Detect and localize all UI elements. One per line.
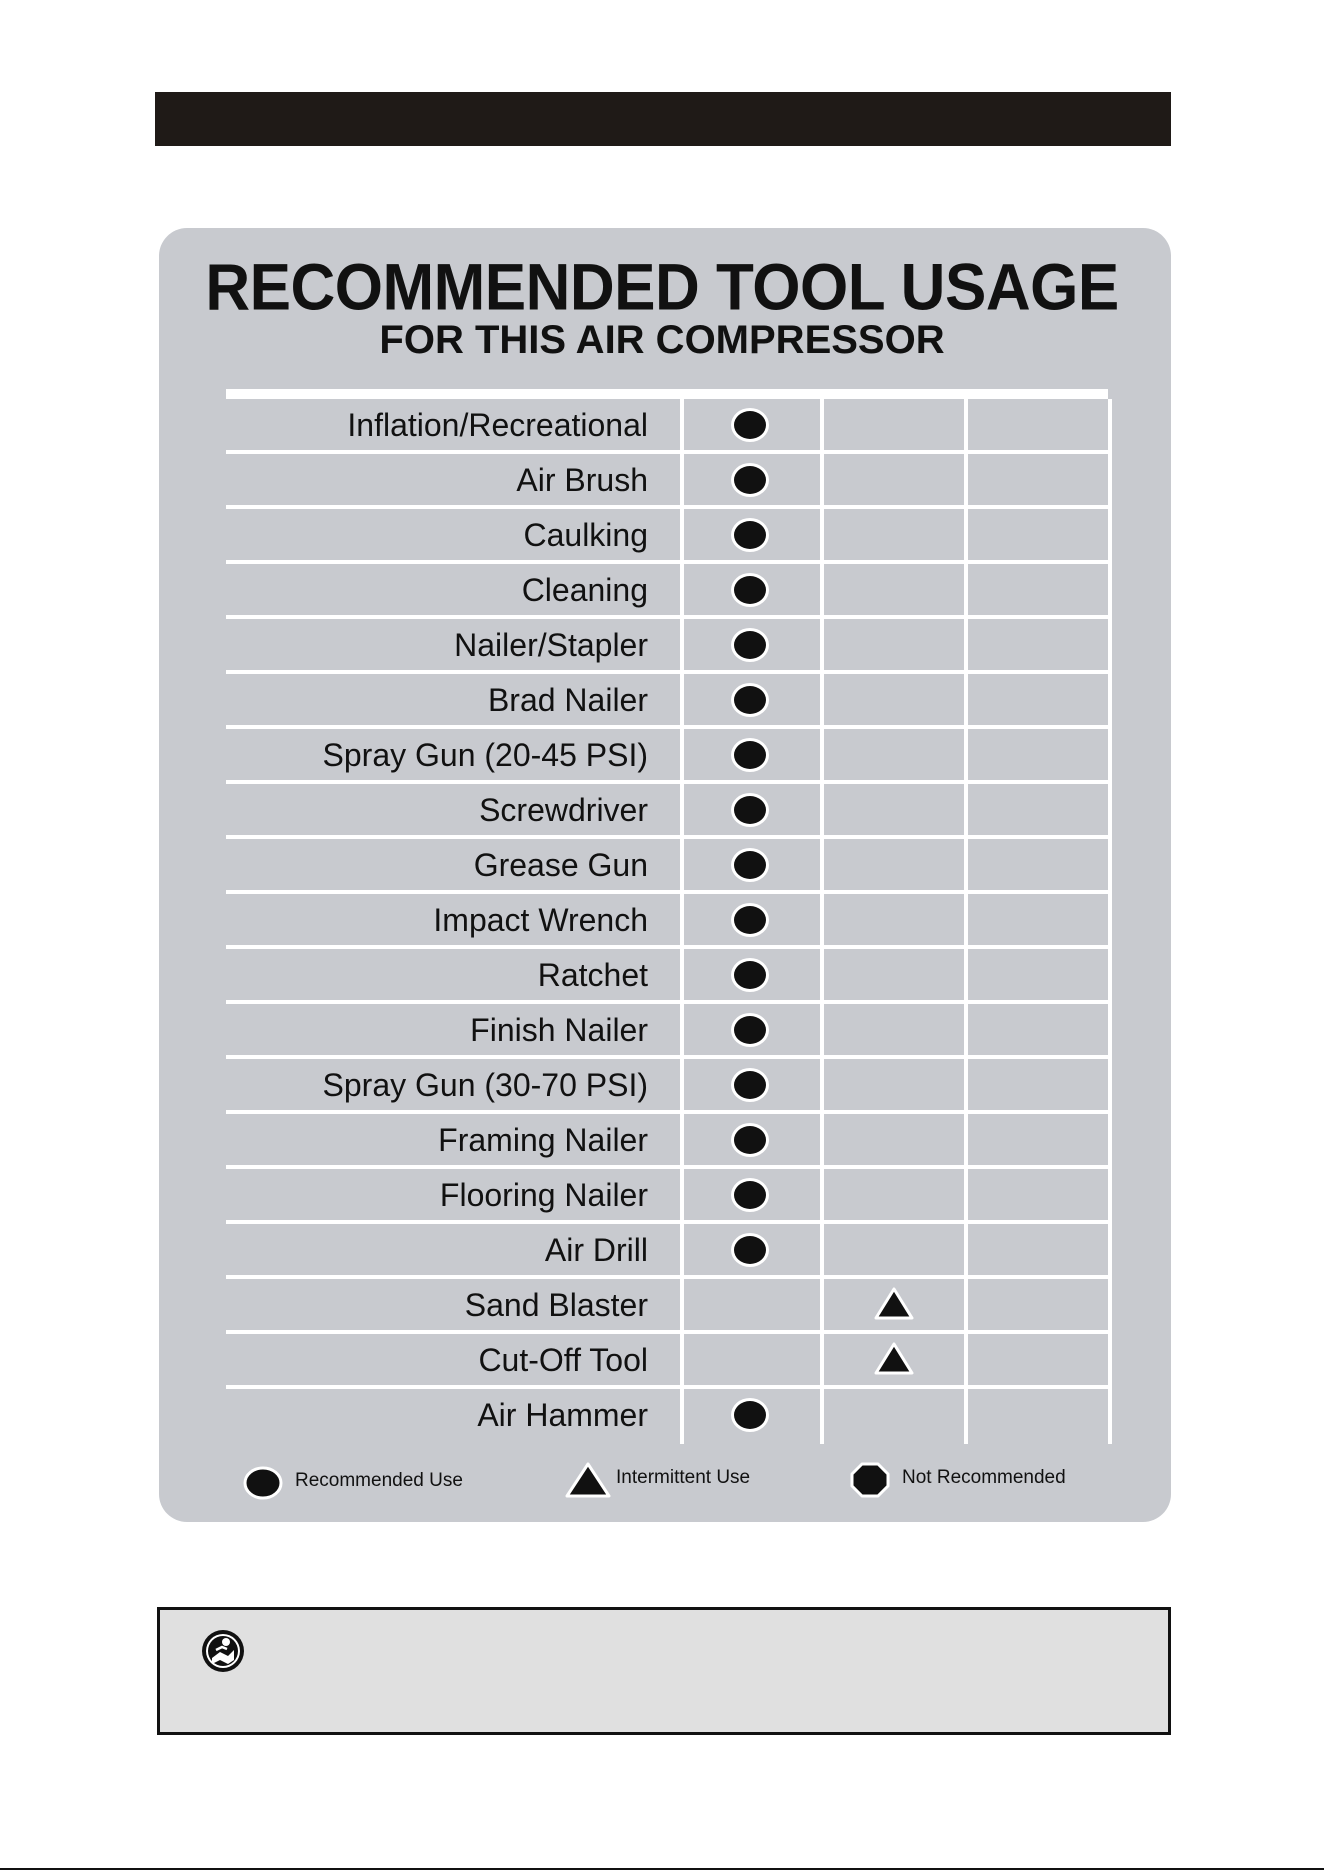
tool-name: Framing Nailer (438, 1122, 648, 1158)
usage-cell (968, 1114, 1108, 1165)
filled-circle-icon (241, 1463, 285, 1503)
tool-name: Air Brush (516, 462, 648, 498)
manual-reader-icon (200, 1628, 246, 1674)
usage-cell (968, 1334, 1108, 1385)
table-row (226, 619, 1112, 674)
usage-cell (680, 729, 820, 780)
usage-cell (968, 729, 1108, 780)
usage-cell (680, 949, 820, 1000)
table-row (226, 839, 1112, 894)
usage-cell (824, 509, 964, 560)
usage-cell (968, 1279, 1108, 1330)
tool-name: Air Hammer (477, 1397, 648, 1433)
tool-name: Caulking (523, 517, 648, 553)
usage-cell (824, 564, 964, 615)
usage-cell (824, 1224, 964, 1275)
usage-cell (824, 784, 964, 835)
usage-cell (824, 894, 964, 945)
table-row (226, 784, 1112, 839)
usage-cell (680, 564, 820, 615)
usage-cell (680, 619, 820, 670)
column-divider (1108, 619, 1112, 674)
tool-name: Ratchet (537, 957, 648, 993)
filled-triangle-icon (873, 1341, 915, 1377)
usage-cell (680, 674, 820, 725)
usage-cell (680, 1334, 820, 1385)
table-row (226, 729, 1112, 784)
table-top-divider (226, 389, 1108, 399)
usage-cell (824, 1114, 964, 1165)
usage-cell (824, 949, 964, 1000)
table-row (226, 949, 1112, 1004)
usage-cell (680, 1169, 820, 1220)
tool-name: Cut-Off Tool (478, 1342, 648, 1378)
filled-circle-icon (731, 1178, 769, 1212)
column-divider (1108, 1169, 1112, 1224)
usage-cell (824, 839, 964, 890)
tool-name: Sand Blaster (464, 1287, 648, 1323)
usage-cell (968, 564, 1108, 615)
filled-circle-icon (731, 738, 769, 772)
column-divider (1108, 1004, 1112, 1059)
usage-cell (680, 509, 820, 560)
table-row (226, 1169, 1112, 1224)
usage-cell (680, 784, 820, 835)
column-divider (1108, 1334, 1112, 1389)
tool-name: Grease Gun (473, 847, 648, 883)
usage-cell (968, 839, 1108, 890)
column-divider (1108, 839, 1112, 894)
filled-circle-icon (731, 1123, 769, 1157)
usage-cell (824, 1279, 964, 1330)
usage-cell (824, 1004, 964, 1055)
panel-title: RECOMMENDED TOOL USAGE (205, 251, 1119, 325)
usage-cell (680, 839, 820, 890)
table-row (226, 1224, 1112, 1279)
usage-cell (680, 1389, 820, 1440)
filled-circle-icon (731, 1233, 769, 1267)
column-divider (1108, 674, 1112, 729)
column-divider (1108, 894, 1112, 949)
header-bar (155, 92, 1171, 146)
usage-cell (968, 1224, 1108, 1275)
usage-cell (824, 1334, 964, 1385)
usage-cell (680, 1224, 820, 1275)
filled-triangle-icon (564, 1460, 612, 1500)
usage-cell (968, 894, 1108, 945)
filled-circle-icon (731, 408, 769, 442)
tool-name: Spray Gun (20-45 PSI) (322, 737, 648, 773)
usage-cell (968, 454, 1108, 505)
table-row (226, 509, 1112, 564)
usage-cell (968, 1059, 1108, 1110)
filled-circle-icon (731, 958, 769, 992)
filled-circle-icon (731, 1013, 769, 1047)
tool-name: Impact Wrench (433, 902, 648, 938)
usage-cell (968, 784, 1108, 835)
filled-octagon-icon (848, 1460, 892, 1500)
filled-circle-icon (731, 1398, 769, 1432)
filled-circle-icon (731, 628, 769, 662)
tool-usage-table (226, 399, 1112, 1444)
usage-cell (968, 674, 1108, 725)
table-row (226, 1389, 1112, 1444)
usage-cell (968, 619, 1108, 670)
usage-cell (968, 1169, 1108, 1220)
table-row (226, 454, 1112, 509)
column-divider (1108, 729, 1112, 784)
table-row (226, 1114, 1112, 1169)
tool-name: Spray Gun (30-70 PSI) (322, 1067, 648, 1103)
legend-recommended-label: Recommended Use (295, 1470, 463, 1491)
usage-cell (680, 454, 820, 505)
table-row (226, 674, 1112, 729)
usage-cell (824, 1169, 964, 1220)
column-divider (1108, 1059, 1112, 1114)
table-row (226, 894, 1112, 949)
table-row (226, 1004, 1112, 1059)
usage-cell (680, 1114, 820, 1165)
usage-cell (968, 509, 1108, 560)
usage-cell (824, 619, 964, 670)
usage-cell (680, 1279, 820, 1330)
column-divider (1108, 399, 1112, 454)
table-row (226, 399, 1112, 454)
filled-circle-icon (731, 518, 769, 552)
tool-name: Inflation/Recreational (347, 407, 648, 443)
filled-circle-icon (731, 903, 769, 937)
tool-name: Nailer/Stapler (454, 627, 648, 663)
table-row (226, 1279, 1112, 1334)
filled-circle-icon (731, 793, 769, 827)
page-bottom-rule (0, 1868, 1324, 1870)
usage-cell (968, 399, 1108, 450)
column-divider (1108, 784, 1112, 839)
legend (159, 1460, 1171, 1506)
usage-cell (824, 729, 964, 780)
usage-cell (680, 399, 820, 450)
tool-name: Brad Nailer (487, 682, 648, 718)
tool-name: Screwdriver (479, 792, 648, 828)
filled-circle-icon (731, 1068, 769, 1102)
filled-circle-icon (731, 463, 769, 497)
column-divider (1108, 1389, 1112, 1444)
tool-name: Air Drill (544, 1232, 648, 1268)
usage-cell (680, 894, 820, 945)
table-row (226, 564, 1112, 619)
usage-cell (824, 399, 964, 450)
table-row (226, 1059, 1112, 1114)
usage-cell (968, 1389, 1108, 1440)
tool-name: Finish Nailer (470, 1012, 648, 1048)
filled-triangle-icon (873, 1286, 915, 1322)
usage-cell (968, 949, 1108, 1000)
notice-box (157, 1607, 1171, 1735)
tool-name: Flooring Nailer (439, 1177, 648, 1213)
usage-cell (824, 674, 964, 725)
legend-intermittent-label: Intermittent Use (616, 1467, 751, 1488)
column-divider (1108, 454, 1112, 509)
usage-cell (680, 1004, 820, 1055)
legend-not-recommended-label: Not Recommended (902, 1467, 1066, 1488)
column-divider (1108, 1279, 1112, 1334)
tool-name: Cleaning (521, 572, 648, 608)
usage-cell (680, 1059, 820, 1110)
filled-circle-icon (731, 848, 769, 882)
panel-subtitle: FOR THIS AIR COMPRESSOR (379, 318, 945, 362)
column-divider (1108, 949, 1112, 1004)
usage-cell (968, 1004, 1108, 1055)
column-divider (1108, 1114, 1112, 1169)
column-divider (1108, 564, 1112, 619)
filled-circle-icon (731, 573, 769, 607)
filled-circle-icon (731, 683, 769, 717)
usage-cell (824, 454, 964, 505)
usage-cell (824, 1059, 964, 1110)
column-divider (1108, 1224, 1112, 1279)
usage-cell (824, 1389, 964, 1440)
table-row (226, 1334, 1112, 1389)
column-divider (1108, 509, 1112, 564)
